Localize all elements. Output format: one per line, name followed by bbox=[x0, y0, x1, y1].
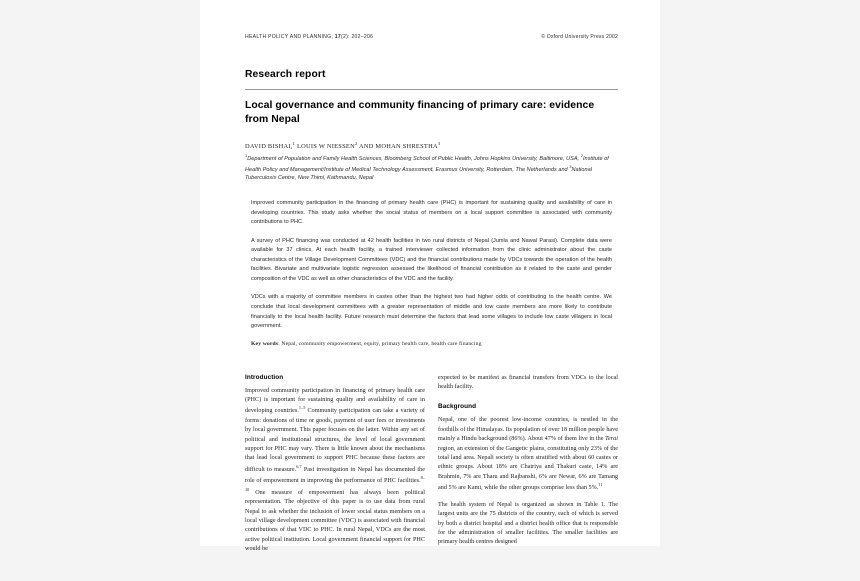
body-columns bbox=[245, 374, 618, 562]
intro-citation-3: 8–10 bbox=[245, 475, 425, 492]
author-list bbox=[245, 141, 618, 150]
title-divider bbox=[245, 89, 618, 90]
keywords-label: Key words bbox=[251, 340, 279, 347]
issue-and-pages: (2): 202–206 bbox=[340, 34, 374, 40]
introduction-paragraph bbox=[245, 387, 425, 555]
affiliation-3-text: National Tuberculosis Centre, New Thimi, Kathmandu, Nepal bbox=[245, 166, 592, 182]
intro-text-b: Community participation can take a variety of forms: donations of time or goods, payment of user fees or investments by local government. This paper focuses on the latter. Within any set of political and institutional structures, the level of local government support for PHC may vary. There is little known about the mechanisms that lead local government to support PHC because these factors are difficult to measure. bbox=[245, 408, 425, 473]
background-text-a: Nepal, one of the poorest low-income countries, is nestled in the foothills of the Himalayas. Its population of over 18 million people have mainly a Hindu background (86%). About 47% of them live in the bbox=[438, 417, 618, 443]
abstract-paragraph-1: Improved community participation in the financing of primary health care (PHC) is important for sustaining quality and availability of care in developing countries. This study asks whether the social status of members on a local support committee is associated with community contributions to PHC. bbox=[251, 200, 612, 226]
heading-introduction: Introduction bbox=[245, 373, 284, 381]
intro-citation-1: 1–5 bbox=[298, 405, 306, 411]
author-2-name: LOUIS W NIESSEN bbox=[295, 142, 355, 150]
introduction-continuation: expected to be manifest as financial transfers from VDCs to the local health facility. bbox=[438, 374, 618, 390]
intro-citation-2: 6,7 bbox=[296, 463, 302, 469]
intro-text-c: Past investigation in Nepal has documented the role of empowerment in improving the performance of PHC facilities. bbox=[245, 466, 425, 485]
abstract-paragraph-2: A survey of PHC financing was conducted at 42 health facilities in two rural districts of Nepal (Jumla and Nawal Parasi). Complete data were available for 37 clinics. At each health facility, a trained interviewer collected information from the clinic administrator about the caste characteristics of the Village Development Committees (VDC) and the financial contributions made by VDCs towards the operation of the health facilities. Bivariate and multivariate logistic regression assessed the likelihood of financial contribution as it related to the caste and gender composition of the VDC as well as other characteristics of the VDC and the facility. bbox=[251, 237, 612, 282]
author-1-name: DAVID BISHAI, bbox=[245, 142, 293, 150]
copyright-notice: © Oxford University Press 2002 bbox=[541, 34, 618, 40]
keywords-line bbox=[251, 341, 612, 347]
article-title: Local governance and community financing of primary care: evidence from Nepal bbox=[245, 100, 595, 126]
terai-term: Terai bbox=[605, 436, 618, 443]
affiliation-1-marker: 1 bbox=[245, 152, 248, 158]
author-3-name: AND MOHAN SHRESTHA bbox=[357, 142, 438, 150]
journal-name: HEALTH POLICY AND PLANNING; bbox=[245, 34, 334, 40]
background-paragraph-1 bbox=[438, 416, 618, 493]
abstract-block bbox=[245, 199, 618, 346]
affiliation-3-marker: 3 bbox=[569, 163, 572, 169]
background-text-b: region, an extension of the Gangetic plains, constituting only 23% of the total land area. Nepali society is often stratified with about 60 castes or ethnic groups. About 18% are Chatriya and Thakuri caste, 14% are Brahmin, 7% are Tharu and Rajbanshi, 6% are Newar, 6% are Tamang and 5% are Kami, while the other groups comprise less than 5%. bbox=[438, 445, 618, 492]
author-1-affil-marker: 1 bbox=[292, 140, 296, 146]
affiliation-2-text: Institute of Health Policy and Management/Institute of Medical Technology Assessment, Erasmus University, Rotterdam, The Netherlands and bbox=[245, 155, 609, 173]
body-column-right bbox=[438, 374, 618, 562]
journal-page bbox=[200, 0, 660, 553]
author-3-affil-marker: 3 bbox=[437, 140, 441, 146]
intro-text-d: One measure of empowerment has always been political representation. The objective of this paper is to use data from rural Nepal to ask whether the inclusion of lower social status members on a local village development committee (VDC) is associated with financial contributions of that VDC to PHC. In rural Nepal, VDCs are the most active political institution. Local government financial support for PHC would be bbox=[245, 489, 425, 553]
abstract-paragraph-3: VDCs with a majority of committee members in castes other than the highest two had higher odds of contributing to the health centre. We conclude that local development committees with a greater representation of middle and low caste members are more likely to contribute financially to the local health facility. Future research must determine the factors that lead some villages to include low caste villagers in local government. bbox=[251, 294, 612, 330]
volume-number: 17 bbox=[334, 34, 341, 40]
intro-text-a: Improved community participation in financing of primary health care (PHC) is important for sustaining quality and availability of care in developing countries. bbox=[245, 387, 425, 415]
page-content bbox=[200, 0, 660, 562]
affiliation-1-text: Department of Population and Family Health Sciences, Bloomberg School of Public Health, Johns Hopkins University, Baltimore, USA, bbox=[247, 155, 581, 162]
author-affiliations bbox=[245, 153, 618, 183]
author-2-affil-marker: 2 bbox=[354, 140, 358, 146]
background-citation-1: 11 bbox=[598, 482, 603, 488]
affiliation-2-marker: 2 bbox=[580, 152, 583, 158]
keywords-value: : Nepal, community empowerment, equity, primary health care, health care financing bbox=[278, 340, 482, 347]
running-head-left bbox=[245, 34, 373, 40]
running-head bbox=[245, 34, 618, 40]
background-paragraph-2: The health system of Nepal is organized as shown in Table 1. The largest units are the 75 districts of the country, each of which is served by both a district hospital and a district health office that is responsible for the administration of smaller facilities. The smaller facilities are primary health centres designed bbox=[438, 501, 618, 546]
body-column-left bbox=[245, 374, 425, 562]
article-type-kicker: Research report bbox=[245, 69, 326, 80]
heading-background: Background bbox=[438, 403, 477, 411]
